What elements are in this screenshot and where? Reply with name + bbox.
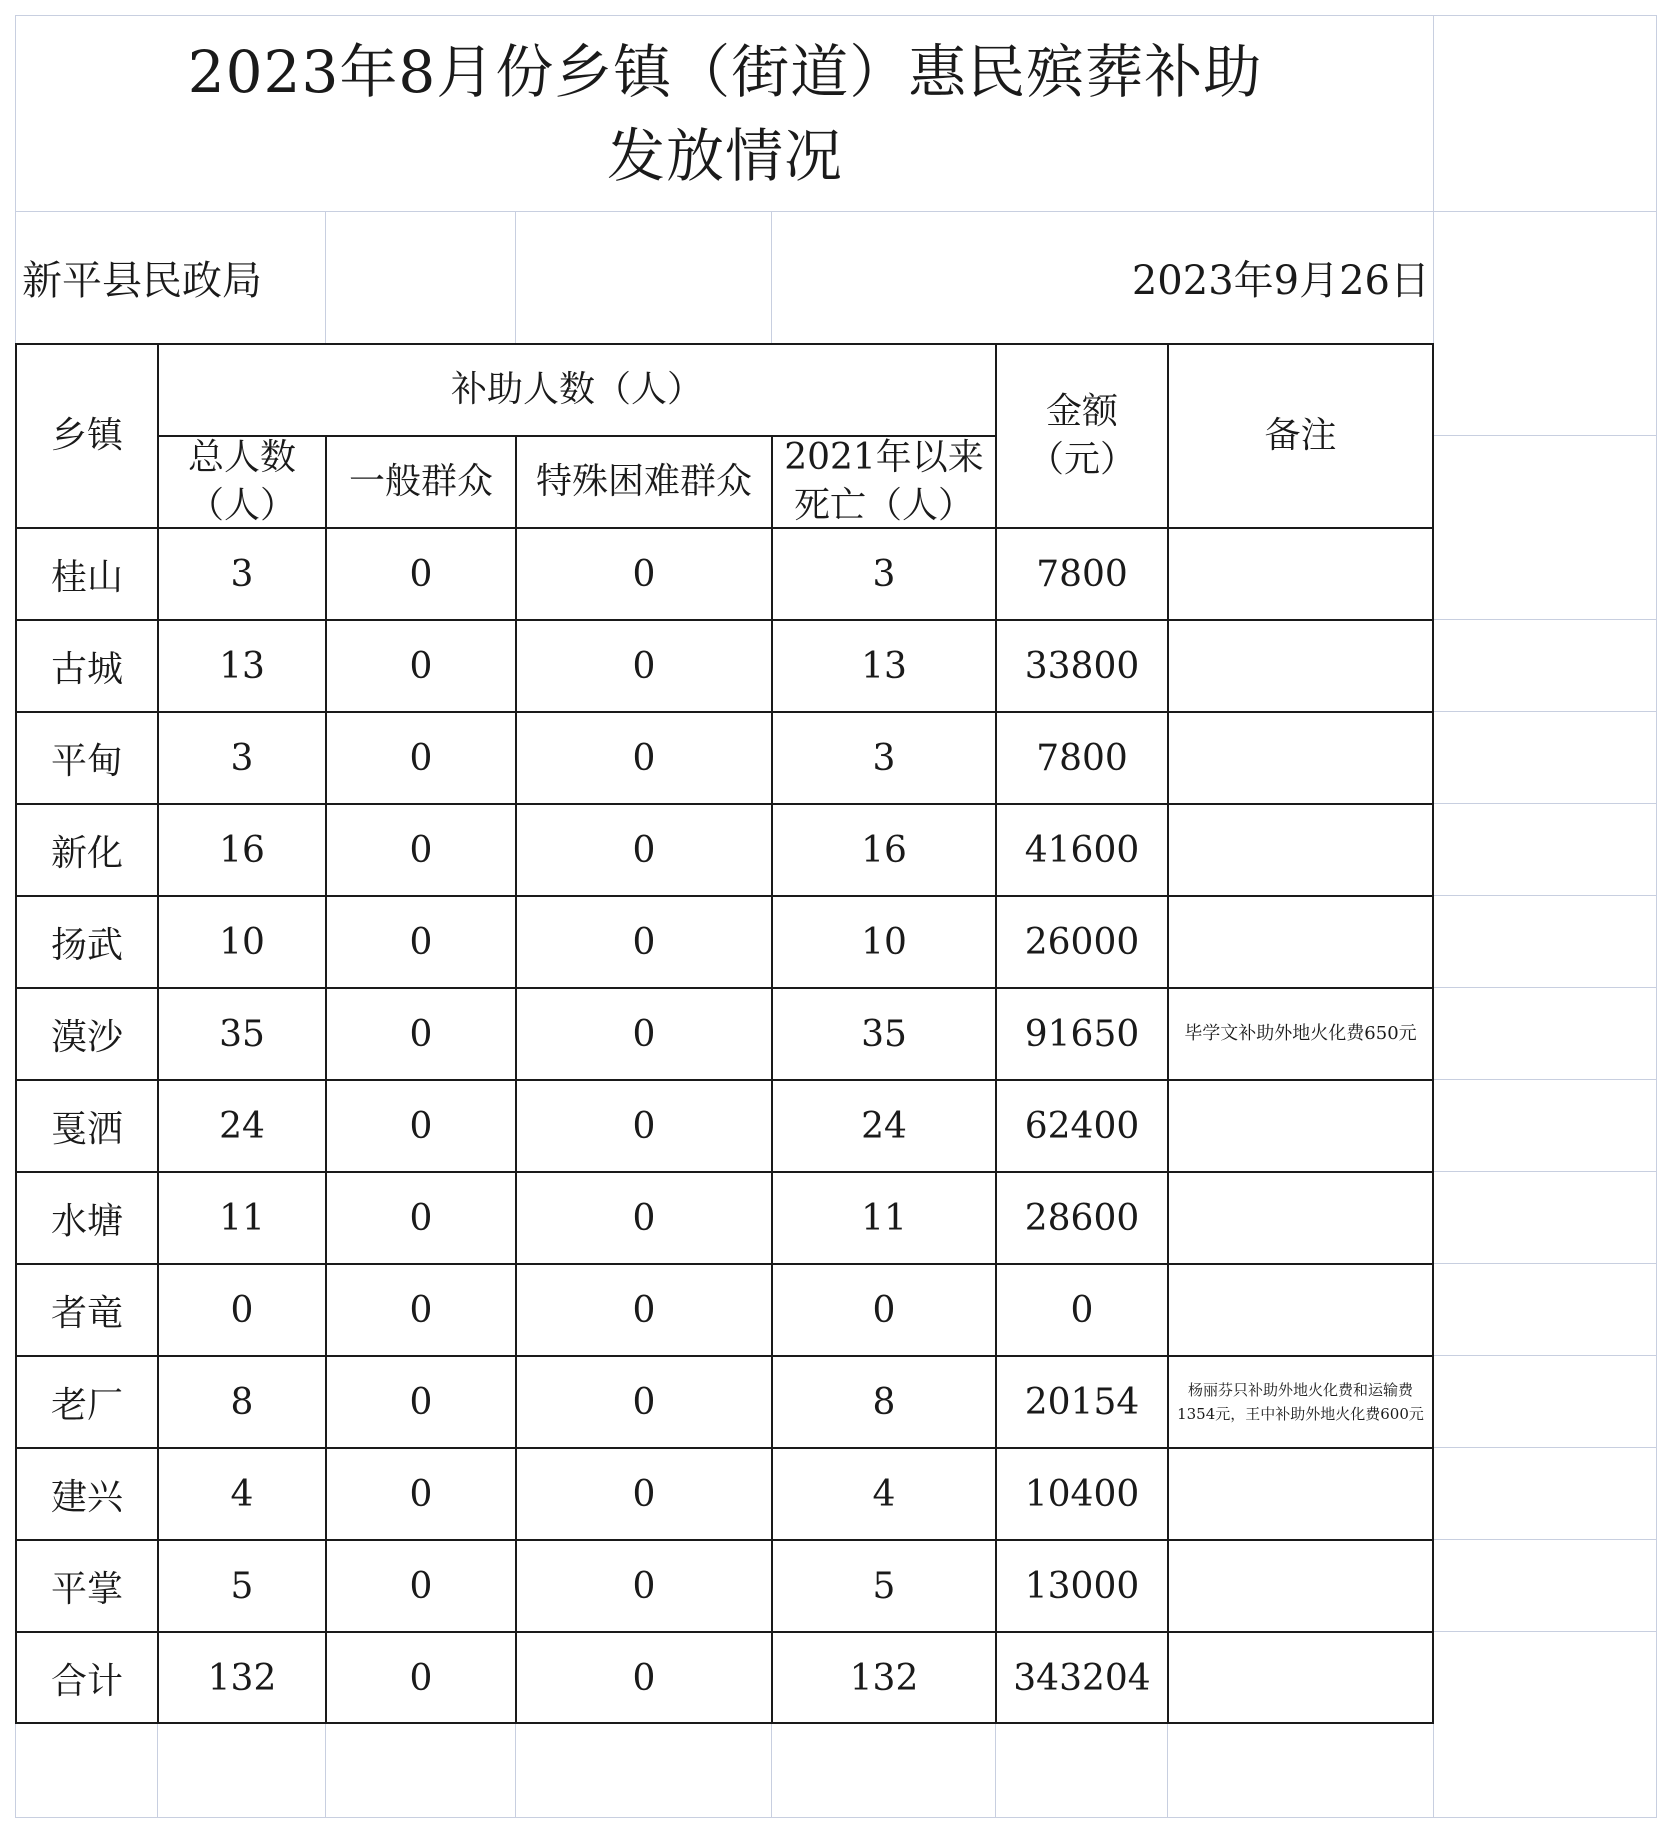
cell-total: 13 bbox=[219, 645, 265, 687]
cell-since-2021: 5 bbox=[872, 1565, 896, 1607]
cell-special: 0 bbox=[632, 1289, 656, 1331]
cell-total: 4 bbox=[230, 1473, 254, 1515]
cell-special: 0 bbox=[632, 737, 656, 779]
cell-total: 16 bbox=[219, 829, 265, 871]
cell-general: 0 bbox=[409, 1289, 433, 1331]
title-line-2: 发放情况 bbox=[606, 122, 843, 190]
cell-general: 0 bbox=[409, 829, 433, 871]
cell-township: 合计 bbox=[50, 1660, 123, 1702]
cell-amount: 91650 bbox=[1024, 1013, 1140, 1055]
cell-remarks bbox=[1169, 621, 1432, 711]
document-title bbox=[120, 30, 1330, 198]
grid-line bbox=[771, 211, 772, 343]
cell-since-2021: 13 bbox=[861, 645, 907, 687]
cell-total: 10 bbox=[219, 921, 265, 963]
date-label: 2023年9月26日 bbox=[1131, 257, 1430, 304]
header-subsidy-count: 补助人数（人） bbox=[450, 369, 703, 410]
cell-remarks bbox=[1169, 713, 1432, 803]
cell-remarks bbox=[1169, 1081, 1432, 1171]
cell-township: 者竜 bbox=[50, 1292, 123, 1334]
cell-since-2021: 24 bbox=[861, 1105, 907, 1147]
cell-remarks bbox=[1169, 1173, 1432, 1263]
cell-total: 3 bbox=[230, 553, 254, 595]
cell-special: 0 bbox=[632, 1013, 656, 1055]
cell-remarks: 毕学文补助外地火化费650元 bbox=[1184, 1023, 1417, 1044]
cell-general: 0 bbox=[409, 1381, 433, 1423]
cell-remarks bbox=[1169, 1633, 1432, 1723]
grid-line bbox=[1433, 803, 1657, 804]
cell-general: 0 bbox=[409, 553, 433, 595]
cell-total: 11 bbox=[219, 1197, 265, 1239]
header-since-line1: 2021年以来 bbox=[784, 437, 984, 478]
cell-general: 0 bbox=[409, 1013, 433, 1055]
table-border bbox=[1432, 343, 1434, 1724]
cell-general: 0 bbox=[409, 1197, 433, 1239]
cell-since-2021: 3 bbox=[872, 737, 896, 779]
cell-amount: 7800 bbox=[1036, 737, 1128, 779]
cell-township: 平掌 bbox=[50, 1568, 123, 1610]
header-amount-line2: （元） bbox=[1027, 439, 1136, 480]
header-general: 一般群众 bbox=[348, 461, 493, 502]
cell-special: 0 bbox=[632, 1473, 656, 1515]
grid-line bbox=[1433, 711, 1657, 712]
cell-remarks bbox=[1169, 897, 1432, 987]
cell-total: 24 bbox=[219, 1105, 265, 1147]
header-since-2021 bbox=[773, 437, 995, 527]
cell-general: 0 bbox=[409, 1565, 433, 1607]
grid-line bbox=[771, 1722, 772, 1817]
grid-line bbox=[15, 1817, 1657, 1818]
cell-since-2021: 16 bbox=[861, 829, 907, 871]
header-since-line2: 死亡（人） bbox=[793, 485, 974, 526]
cell-township: 老厂 bbox=[50, 1384, 123, 1426]
cell-since-2021: 10 bbox=[861, 921, 907, 963]
cell-since-2021: 132 bbox=[849, 1657, 919, 1699]
header-remarks: 备注 bbox=[1264, 415, 1337, 456]
grid-line bbox=[1433, 1355, 1657, 1356]
cell-since-2021: 8 bbox=[872, 1381, 896, 1423]
header-total bbox=[159, 437, 325, 527]
cell-township: 扬武 bbox=[50, 924, 123, 966]
cell-special: 0 bbox=[632, 1657, 656, 1699]
grid-line bbox=[325, 1722, 326, 1817]
cell-remarks bbox=[1169, 529, 1432, 619]
cell-amount: 41600 bbox=[1024, 829, 1140, 871]
cell-special: 0 bbox=[632, 1381, 656, 1423]
header-special: 特殊困难群众 bbox=[535, 461, 752, 502]
cell-since-2021: 35 bbox=[861, 1013, 907, 1055]
cell-special: 0 bbox=[632, 921, 656, 963]
cell-amount: 26000 bbox=[1024, 921, 1140, 963]
grid-line bbox=[515, 1722, 516, 1817]
cell-since-2021: 4 bbox=[872, 1473, 896, 1515]
cell-township: 古城 bbox=[50, 648, 123, 690]
cell-amount: 7800 bbox=[1036, 553, 1128, 595]
grid-line bbox=[1433, 1539, 1657, 1540]
grid-line bbox=[325, 211, 326, 343]
cell-township: 桂山 bbox=[50, 556, 123, 598]
cell-amount: 28600 bbox=[1024, 1197, 1140, 1239]
cell-general: 0 bbox=[409, 645, 433, 687]
cell-special: 0 bbox=[632, 553, 656, 595]
cell-township: 戛洒 bbox=[50, 1108, 123, 1150]
cell-remarks bbox=[1169, 805, 1432, 895]
grid-line bbox=[1433, 1447, 1657, 1448]
cell-remarks bbox=[1169, 1265, 1432, 1355]
cell-general: 0 bbox=[409, 921, 433, 963]
grid-line bbox=[995, 1722, 996, 1817]
cell-amount: 13000 bbox=[1024, 1565, 1140, 1607]
grid-line bbox=[1433, 1631, 1657, 1632]
cell-general: 0 bbox=[409, 1105, 433, 1147]
cell-township: 新化 bbox=[50, 832, 123, 874]
cell-amount: 0 bbox=[1070, 1289, 1094, 1331]
header-amount-line1: 金额 bbox=[1045, 391, 1118, 432]
grid-line bbox=[157, 1722, 158, 1817]
cell-since-2021: 11 bbox=[861, 1197, 907, 1239]
grid-line bbox=[1433, 1079, 1657, 1080]
cell-remarks bbox=[1169, 1541, 1432, 1631]
cell-general: 0 bbox=[409, 1657, 433, 1699]
title-line-1: 2023年8月份乡镇（街道）惠民殡葬补助 bbox=[187, 38, 1263, 106]
cell-township: 平甸 bbox=[50, 740, 123, 782]
cell-amount: 33800 bbox=[1024, 645, 1140, 687]
cell-general: 0 bbox=[409, 1473, 433, 1515]
cell-total: 5 bbox=[230, 1565, 254, 1607]
grid-line bbox=[1656, 15, 1657, 1817]
cell-total: 3 bbox=[230, 737, 254, 779]
cell-total: 35 bbox=[219, 1013, 265, 1055]
cell-township: 建兴 bbox=[50, 1476, 123, 1518]
cell-since-2021: 0 bbox=[872, 1289, 896, 1331]
header-total-line2: （人） bbox=[187, 485, 296, 526]
grid-line bbox=[1433, 987, 1657, 988]
cell-special: 0 bbox=[632, 1197, 656, 1239]
cell-amount: 62400 bbox=[1024, 1105, 1140, 1147]
cell-total: 0 bbox=[230, 1289, 254, 1331]
cell-total: 8 bbox=[230, 1381, 254, 1423]
grid-line bbox=[1433, 619, 1657, 620]
cell-special: 0 bbox=[632, 645, 656, 687]
grid-line bbox=[515, 211, 516, 343]
grid-line bbox=[1433, 895, 1657, 896]
grid-line bbox=[15, 15, 1657, 16]
grid-line bbox=[1433, 435, 1657, 436]
cell-total: 132 bbox=[207, 1657, 277, 1699]
cell-remarks bbox=[1169, 1449, 1432, 1539]
cell-remarks: 杨丽芬只补助外地火化费和运输费1354元，王中补助外地火化费600元 bbox=[1177, 1381, 1424, 1423]
header-township: 乡镇 bbox=[50, 415, 123, 456]
grid-line bbox=[1167, 1722, 1168, 1817]
cell-amount: 343204 bbox=[1013, 1657, 1151, 1699]
cell-general: 0 bbox=[409, 737, 433, 779]
cell-amount: 20154 bbox=[1024, 1381, 1140, 1423]
grid-line bbox=[1433, 1171, 1657, 1172]
cell-amount: 10400 bbox=[1024, 1473, 1140, 1515]
issuer-label: 新平县民政局 bbox=[22, 257, 262, 304]
cell-township: 水塘 bbox=[50, 1200, 123, 1242]
cell-since-2021: 3 bbox=[872, 553, 896, 595]
cell-special: 0 bbox=[632, 1565, 656, 1607]
cell-township: 漠沙 bbox=[50, 1016, 123, 1058]
cell-special: 0 bbox=[632, 829, 656, 871]
cell-special: 0 bbox=[632, 1105, 656, 1147]
grid-line bbox=[1433, 1263, 1657, 1264]
header-total-line1: 总人数 bbox=[187, 437, 296, 478]
header-amount bbox=[997, 345, 1167, 527]
